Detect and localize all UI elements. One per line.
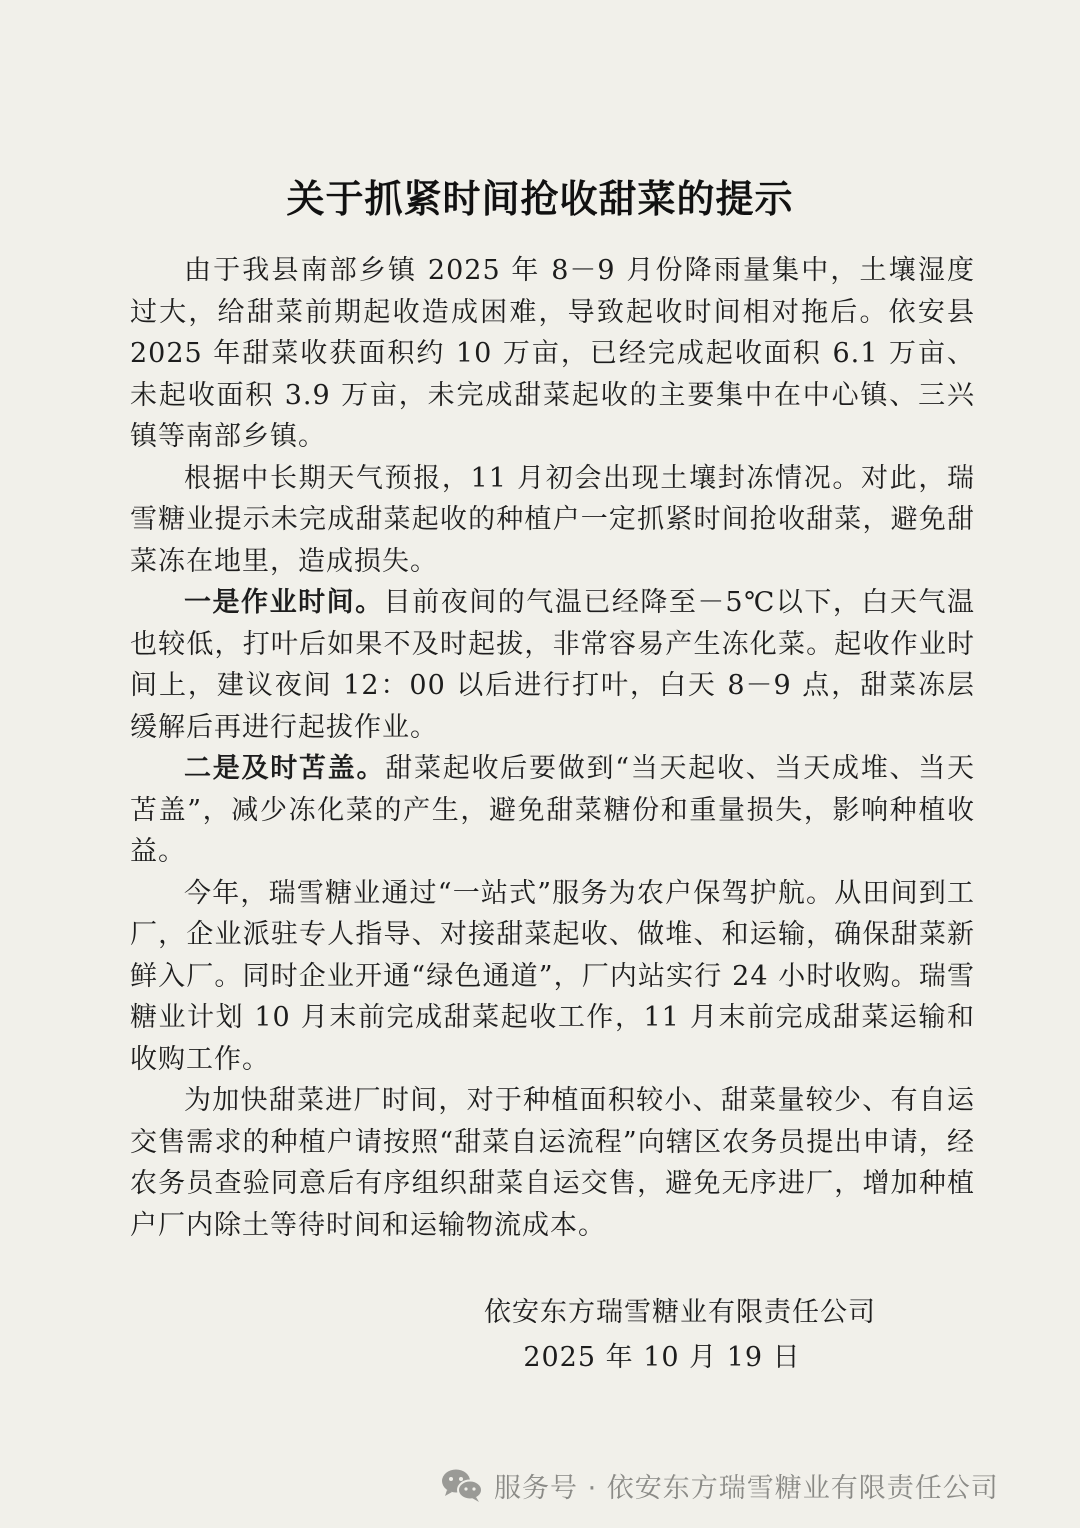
document-title: 关于抓紧时间抢收甜菜的提示 <box>286 177 794 221</box>
paragraph-text: 甜菜起收后要做到“当天起收、当天成堆、当天苫盖”，减少冻化菜的产生，避免甜菜糖份和重量损失，影响种植收益。 <box>130 753 975 867</box>
paragraph-text: 今年，瑞雪糖业通过“一站式”服务为农户保驾护航。从田间到工厂，企业派驻专人指导、对接甜菜起收、做堆、和运输，确保甜菜新鲜入厂。同时企业开通“绿色通道”，厂内站实行 24 小时收购。瑞雪糖业计划 10 月末前完成甜菜起收工作，11 月末前完成甜菜运输和收购工作。 <box>130 877 975 1075</box>
signature-block <box>440 1290 920 1380</box>
signature-date: 2025 年 10 月 19 日 <box>523 1342 801 1373</box>
paragraph-text: 目前夜间的气温已经降至－5℃以下，白天气温也较低，打叶后如果不及时起拔，非常容易产生冻化菜。起收作业时间上，建议夜间 12：00 以后进行打叶，白天 8－9 点，甜菜冻层缓解后再进行起拔作业。 <box>130 587 975 743</box>
watermark-text: 服务号 · 依安东方瑞雪糖业有限责任公司 <box>494 1472 999 1504</box>
paragraph-lead: 一是作业时间。 <box>184 587 384 618</box>
paragraph-lead: 二是及时苫盖。 <box>184 753 386 784</box>
paragraph-1 <box>130 250 975 458</box>
signature-company: 依安东方瑞雪糖业有限责任公司 <box>484 1297 876 1328</box>
paragraph-3 <box>130 582 975 748</box>
paragraph-2 <box>130 458 975 583</box>
wechat-icon <box>440 1467 484 1503</box>
paragraph-5 <box>130 873 975 1081</box>
wechat-watermark <box>440 1462 999 1508</box>
paragraph-6 <box>130 1080 975 1246</box>
paragraph-4 <box>130 748 975 873</box>
paragraph-text: 由于我县南部乡镇 2025 年 8－9 月份降雨量集中，土壤湿度过大，给甜菜前期起收造成困难，导致起收时间相对拖后。依安县 2025 年甜菜收获面积约 10 万亩，已经完成起收面积 6.1 万亩、未起收面积 3.9 万亩，未完成甜菜起收的主要集中在中心镇、三兴镇等南部乡镇。 <box>130 255 975 452</box>
paragraph-text: 根据中长期天气预报，11 月初会出现土壤封冻情况。对此，瑞雪糖业提示未完成甜菜起收的种植户一定抓紧时间抢收甜菜，避免甜菜冻在地里，造成损失。 <box>130 462 975 577</box>
paragraph-text: 为加快甜菜进厂时间，对于种植面积较小、甜菜量较少、有自运交售需求的种植户请按照“甜菜自运流程”向辖区农务员提出申请，经农务员查验同意后有序组织甜菜自运交售，避免无序进厂，增加种植户厂内除土等待时间和运输物流成本。 <box>130 1085 975 1241</box>
document-body <box>130 250 975 1246</box>
